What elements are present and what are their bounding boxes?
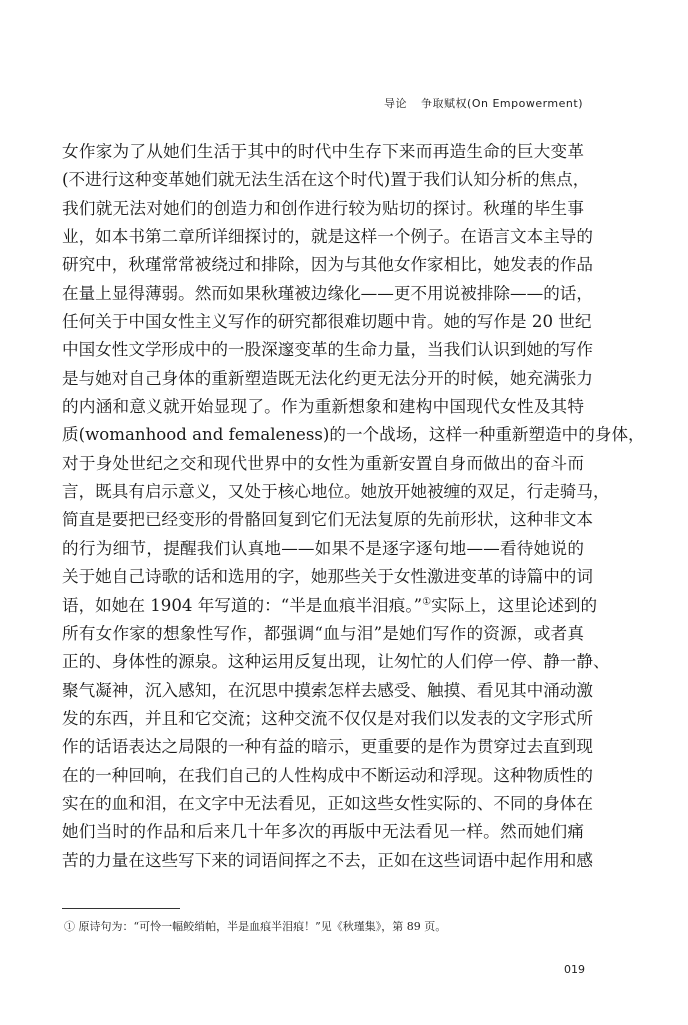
body-line: 的行为细节，提醒我们认真地——如果不是逐字逐句地——看待她说的 <box>62 538 584 558</box>
body-line: 研究中，秋瑾常常被绕过和排除，因为与其他女作家相比，她发表的作品 <box>62 255 593 275</box>
body-line: 关于她自己诗歌的话和选用的字，她那些关于女性激进变革的诗篇中的词 <box>62 567 593 587</box>
footnote-reference[interactable]: ① <box>422 595 432 607</box>
body-line: 实在的血和泪，在文字中无法看见，正如这些女性实际的、不同的身体在 <box>62 793 593 813</box>
running-head-chapter: 导论 <box>384 97 408 110</box>
body-text <box>62 138 645 875</box>
footnote <box>64 918 446 934</box>
footnote-text: 原诗句为：“可怜一幅鲛绡帕，半是血痕半泪痕！”见《秋瑾集》，第 89 页。 <box>78 920 447 933</box>
body-line: 聚气凝神，沉入感知，在沉思中摸索怎样去感受、触摸、看见其中涌动激 <box>62 680 593 700</box>
body-line-tail: 实际上，这里论述到的 <box>431 595 598 615</box>
body-line-with-footnote <box>62 592 598 620</box>
body-line: 她们当时的作品和后来几十年多次的再版中无法看见一样。然而她们痛 <box>62 822 584 842</box>
running-head <box>384 95 583 111</box>
body-line: 业，如本书第二章所详细探讨的，就是这样一个例子。在语言文本主导的 <box>62 227 593 247</box>
body-line: 在的一种回响，在我们自己的人性构成中不断运动和浮现。这种物质性的 <box>62 765 593 785</box>
running-head-title: 争取赋权(On Empowerment) <box>421 97 583 110</box>
body-line: 中国女性文学形成中的一股深邃变革的生命力量，当我们认识到她的写作 <box>62 340 593 360</box>
body-line: 所有女作家的想象性写作，都强调“血与泪”是她们写作的资源，或者真 <box>62 623 584 643</box>
body-line: 的内涵和意义就开始显现了。作为重新想象和建构中国现代女性及其特 <box>62 397 584 417</box>
page-number: 019 <box>564 963 585 976</box>
body-line: 是与她对自己身体的重新塑造既无法化约更无法分开的时候，她充满张力 <box>62 368 593 388</box>
body-line-head: 语，如她在 1904 年写道的：“半是血痕半泪痕。” <box>62 595 423 615</box>
body-line: 质(womanhood and femaleness)的一个战场，这样一种重新塑造中的身体， <box>62 425 645 445</box>
body-line: 对于身处世纪之交和现代世界中的女性为重新安置自身而做出的奋斗而 <box>62 453 584 473</box>
footnote-marker: ① <box>64 920 75 933</box>
body-line: 发的东西，并且和它交流；这种交流不仅仅是对我们以发表的文字形式所 <box>62 708 593 728</box>
body-line: 我们就无法对她们的创造力和创作进行较为贴切的探讨。秋瑾的毕生事 <box>62 198 584 218</box>
body-line: (不进行这种变革她们就无法生活在这个时代)置于我们认知分析的焦点， <box>62 170 590 190</box>
footnote-divider <box>62 908 180 909</box>
body-line: 作的话语表达之局限的一种有益的暗示，更重要的是作为贯穿过去直到现 <box>62 737 593 757</box>
body-line: 言，既具有启示意义，又处于核心地位。她放开她被缠的双足，行走骑马， <box>62 482 610 502</box>
body-line: 在量上显得薄弱。然而如果秋瑾被边缘化——更不用说被排除——的话， <box>62 283 593 303</box>
body-line: 正的、身体性的源泉。这种运用反复出现，让匆忙的人们停一停、静一静、 <box>62 652 610 672</box>
body-line: 苦的力量在这些写下来的词语间挥之不去，正如在这些词语中起作用和感 <box>62 850 593 870</box>
body-line: 女作家为了从她们生活于其中的时代中生存下来而再造生命的巨大变革 <box>62 142 584 161</box>
body-line: 任何关于中国女性主义写作的研究都很难切题中肯。她的写作是 20 世纪 <box>62 312 592 332</box>
body-line: 简直是要把已经变形的骨骼回复到它们无法复原的先前形状，这种非文本 <box>62 510 593 530</box>
